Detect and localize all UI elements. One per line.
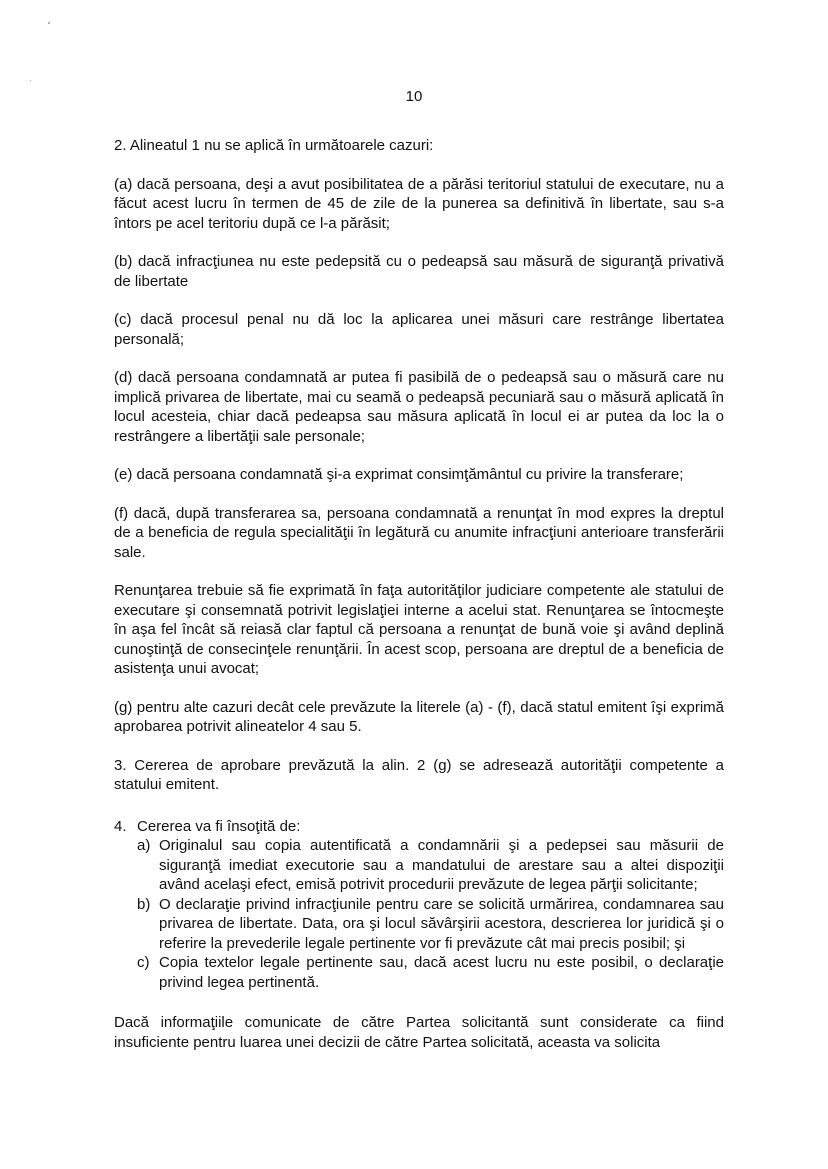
paragraph-point-g: (g) pentru alte cazuri decât cele prevăzute la literele (a) - (f), dacă statul emitent îşi exprimă aprobarea potrivit alineatelor 4 sau 5.: [114, 698, 724, 735]
paragraph-closing: Dacă informaţiile comunicate de către Partea solicitantă sunt considerate ca fiind insuficiente pentru luarea unei decizii de către Partea solicitată, aceasta va solicita: [114, 1014, 724, 1051]
paragraph-point-c: (c) dacă procesul penal nu dă loc la aplicarea unei măsuri care restrânge libertatea personală;: [114, 311, 724, 348]
list-item: [114, 836, 724, 895]
paragraph-point-a: (a) dacă persoana, deşi a avut posibilitatea de a părăsi teritoriul statului de executare, nu a făcut acest lucru în termen de 45 de zile de la punerea sa definitivă în libertate, sau s-a întors pe acel teritoriu după ce l-a părăsit;: [114, 175, 724, 232]
paragraph-3: 3. Cererea de aprobare prevăzută la alin. 2 (g) se adresează autorităţii competente a statului emitent.: [114, 756, 724, 793]
paragraph-2-intro: 2. Alineatul 1 nu se aplică în următoarele cazuri:: [114, 137, 434, 154]
paragraph-point-f: (f) dacă, după transferarea sa, persoana condamnată a renunţat în mod expres la dreptul de a beneficia de regula specialităţii în legătură cu anumite infracţiuni anterioare transferării sale.: [114, 504, 724, 561]
page-number: 10: [405, 88, 423, 105]
section-4-number: 4.: [114, 817, 127, 835]
list-item-marker: a): [137, 837, 151, 854]
list-item-marker: b): [137, 895, 151, 913]
list-item-text: Originalul sau copia autentificată a condamnării şi a pedepsei sau măsurii de siguranţă imediat executorie sau a mandatului de arestare sau a altei dispoziţii având acelaşi efect, emisă potrivit procedurii prevăzute de legea părţii solicitante;: [159, 837, 724, 893]
list-item: [114, 895, 724, 954]
list-item-text: O declaraţie privind infracţiunile pentru care se solicită urmărirea, condamnarea sau privarea de libertate. Data, ora şi locul săvârşirii acestora, descrierea lor juridică şi o referire la prevederile legale pertinente vor fi prevăzute cât mai precis posibil; şi: [159, 895, 724, 952]
list-item-marker: c): [137, 954, 150, 971]
section-4-list: [114, 836, 724, 992]
section-4-intro: Cererea va fi însoţită de:: [137, 817, 301, 835]
paragraph-point-d: (d) dacă persoana condamnată ar putea fi pasibilă de o pedeapsă sau o măsură care nu implică privarea de libertate, mai cu seamă o pedeapsă pecuniară sau o măsură aplicată în locul acesteia, chiar dacă pedeapsa sau măsura aplicată în locul ei ar putea da loc la o restrângere a libertăţii sale personale;: [114, 369, 724, 445]
scan-speck: [48, 22, 50, 24]
scan-speck: [30, 80, 31, 81]
document-body: [114, 136, 724, 1052]
section-4-heading: [114, 817, 724, 837]
list-item-text: Copia textelor legale pertinente sau, dacă acest lucru nu este posibil, o declaraţie privind legea pertinentă.: [159, 954, 724, 991]
paragraph-point-b: (b) dacă infracţiunea nu este pedepsită cu o pedeapsă sau măsură de siguranţă privativă de libertate: [114, 253, 724, 290]
paragraph-renuntarea: Renunţarea trebuie să fie exprimată în faţa autorităţilor judiciare competente ale statului de executare şi consemnată potrivit legislaţiei interne a acelui stat. Renunţarea se întocmeşte în aşa fel încât să reiasă clar faptul că persoana a renunţat de bună voie şi având deplină cunoştinţă de consecinţele renunţării. În acest scop, persoana are dreptul de a beneficia de asistenţa unui avocat;: [114, 582, 724, 677]
list-item: [114, 953, 724, 992]
paragraph-point-e: (e) dacă persoana condamnată şi-a exprimat consimţământul cu privire la transferare;: [114, 466, 684, 483]
